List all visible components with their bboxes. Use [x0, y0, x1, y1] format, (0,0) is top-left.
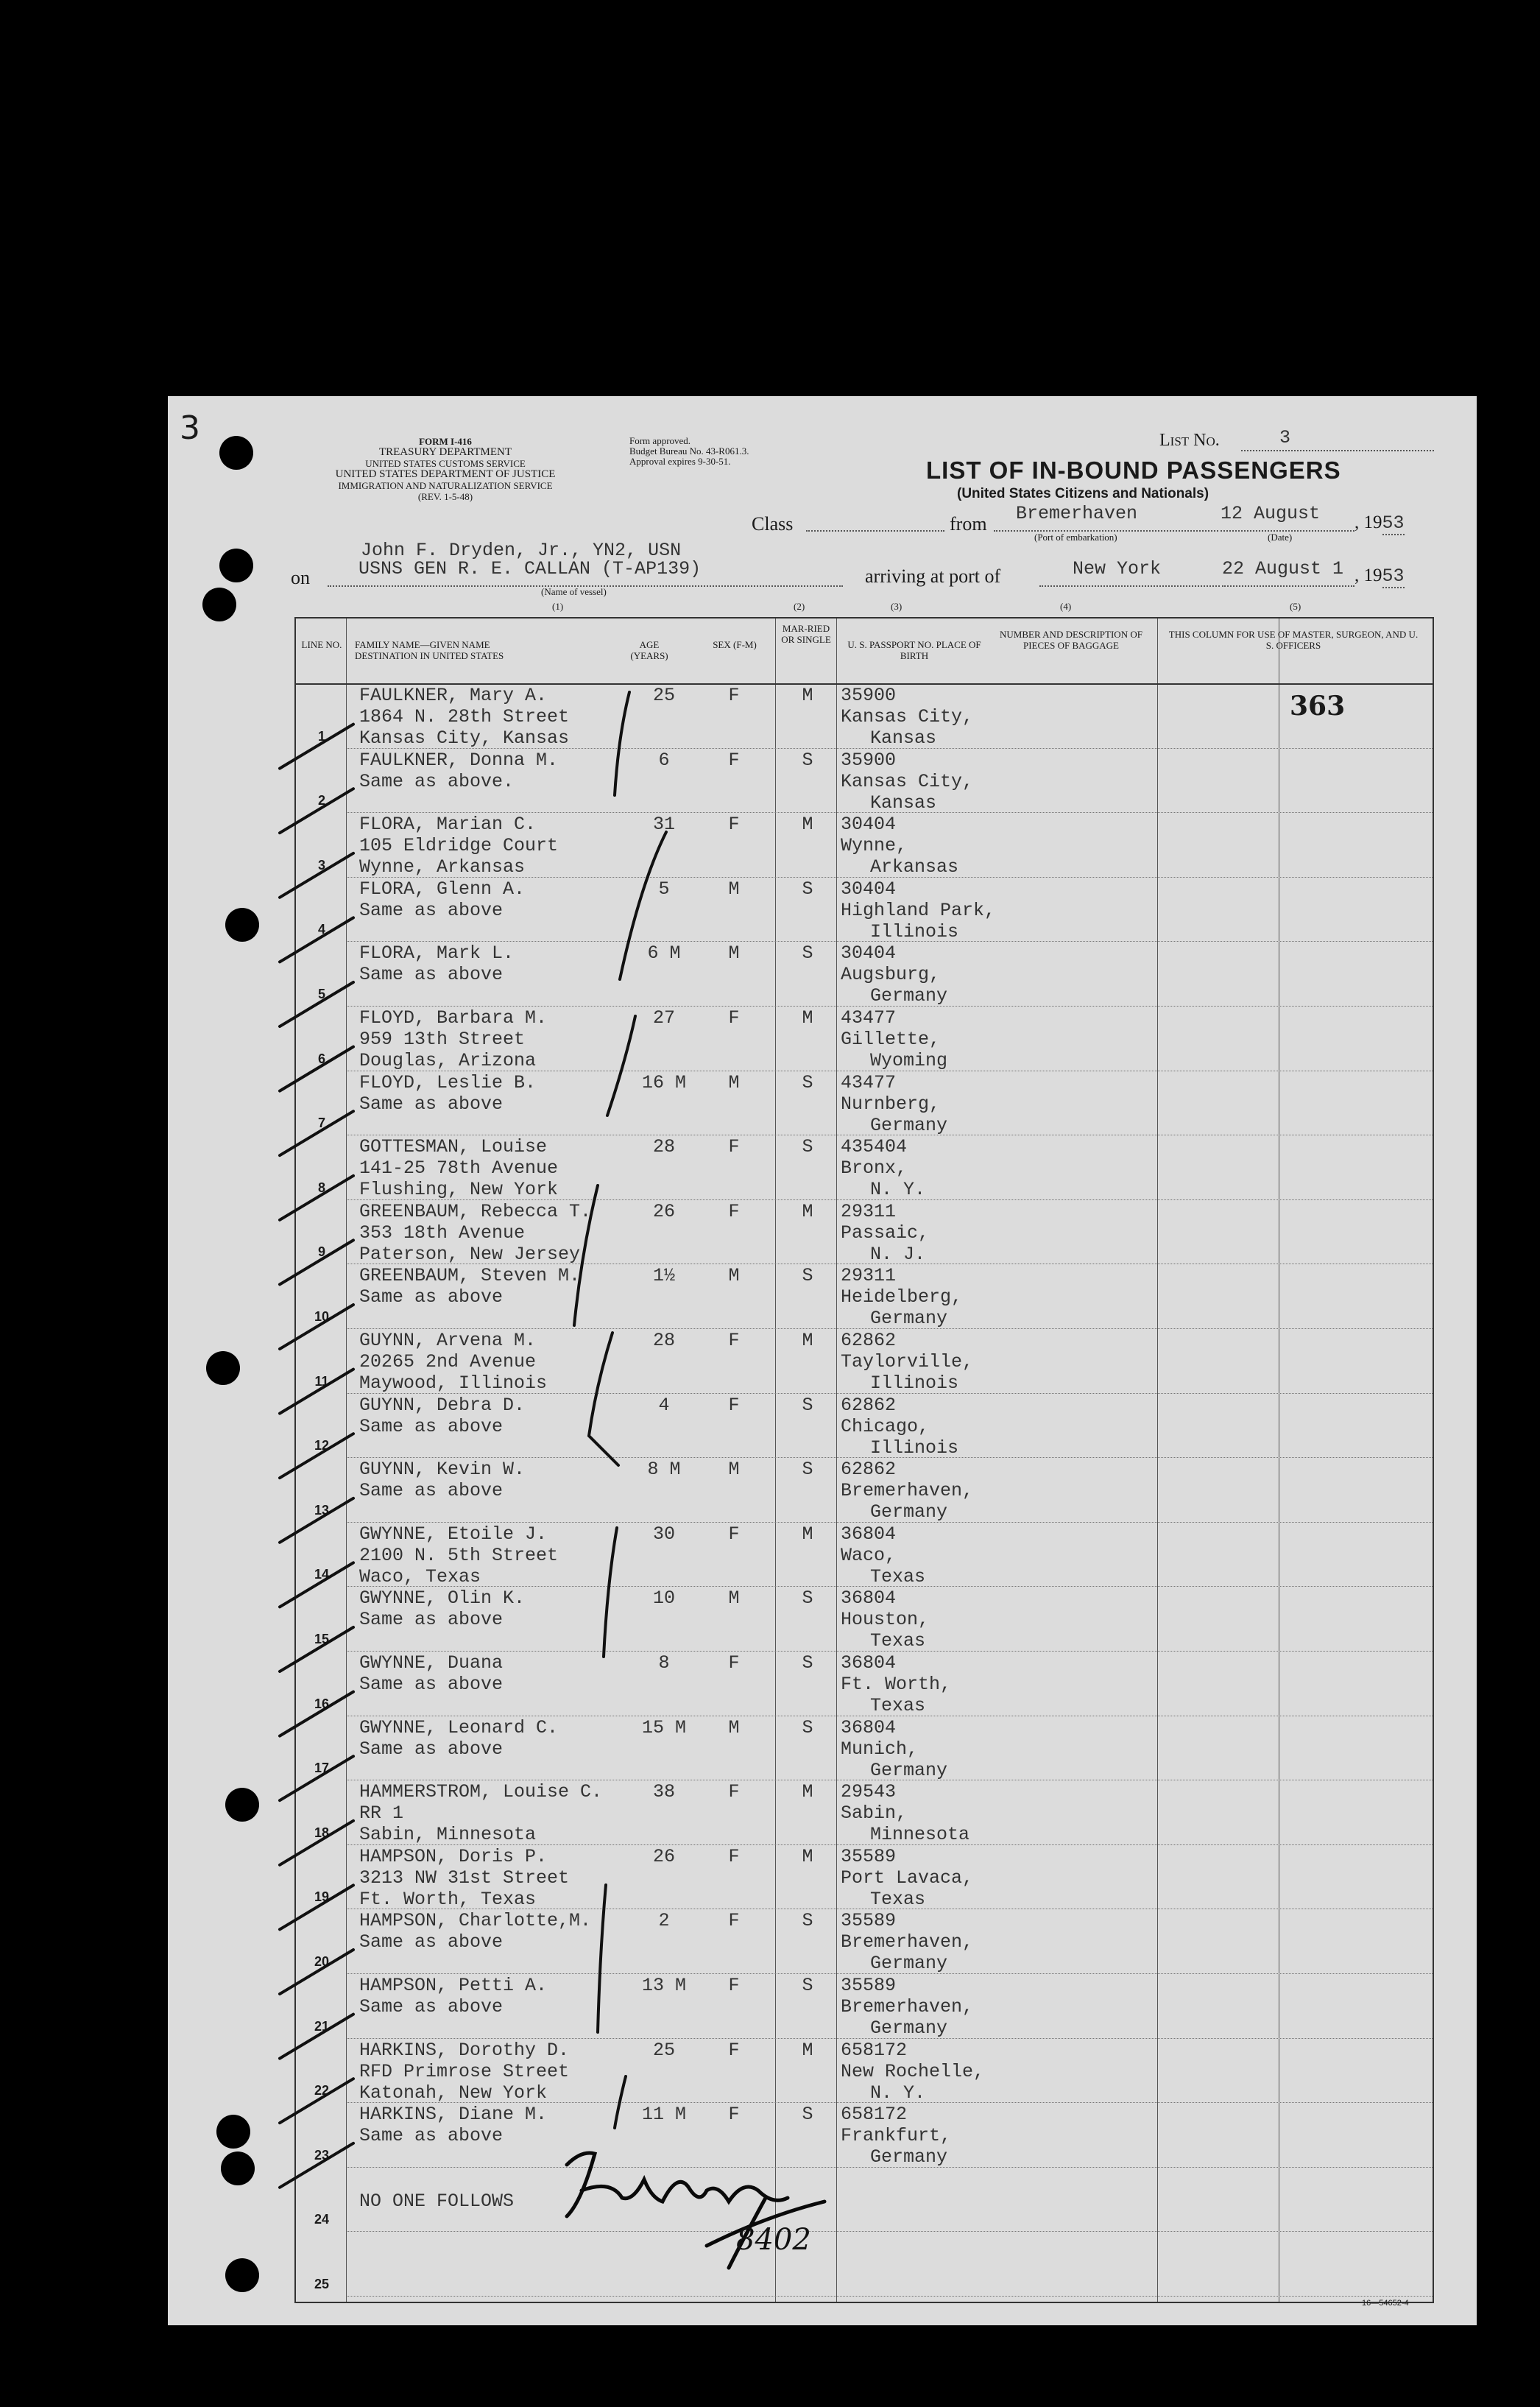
passenger-marital-status: S [802, 1975, 813, 1996]
passenger-address: Same as above. [359, 770, 515, 792]
line-number: 9 [317, 1244, 325, 1260]
passenger-age: 4 [658, 1394, 670, 1416]
col-number: (2) [794, 601, 805, 612]
tally-check-mark [280, 982, 353, 1026]
passenger-address: Same as above [359, 1609, 504, 1631]
passenger-address: Katonah, New York [359, 2082, 548, 2104]
line-number: 22 [314, 2083, 330, 2098]
place-of-birth: Chicago, [841, 1415, 930, 1437]
passenger-age: 8 [658, 1652, 670, 1674]
place-of-birth: Frankfurt, [841, 2125, 952, 2147]
passenger-address: 2100 N. 5th Street [359, 1544, 559, 1566]
passenger-address: 353 18th Avenue [359, 1222, 526, 1244]
passport-number: 35589 [841, 1845, 897, 1867]
line-number: 6 [317, 1051, 325, 1066]
passport-number: 30404 [841, 878, 897, 900]
passenger-age: 5 [658, 878, 670, 900]
line-number: 10 [314, 1309, 330, 1324]
vessel-name: USNS GEN R. E. CALLAN (T-AP139) [358, 558, 702, 579]
place-of-birth: Port Lavaca, [841, 1867, 974, 1889]
tally-check-mark [280, 1240, 353, 1284]
passenger-marital-status: S [802, 878, 813, 900]
col-number: (4) [1060, 601, 1072, 612]
place-of-birth: Arkansas [870, 856, 959, 878]
check-marks [280, 725, 353, 2188]
list-no-value: 3 [1279, 427, 1291, 448]
line-number: 21 [314, 2018, 330, 2034]
passenger-age: 28 [652, 1136, 675, 1158]
passenger-sex: F [728, 2039, 740, 2061]
place-of-birth: Ft. Worth, [841, 1674, 952, 1695]
place-of-birth: Sabin, [841, 1802, 908, 1825]
passenger-address: Wynne, Arkansas [359, 856, 526, 878]
passenger-marital-status: S [802, 2104, 813, 2126]
passenger-sex: M [728, 1071, 740, 1093]
place-of-birth: Wyoming [870, 1050, 948, 1071]
passenger-age: 26 [652, 1200, 675, 1222]
passenger-sex: F [728, 1845, 740, 1867]
col-number: (5) [1290, 601, 1301, 612]
passport-number: 36804 [841, 1587, 897, 1610]
passport-number: 36804 [841, 1523, 897, 1545]
passenger-name: GWYNNE, Etoile J. [359, 1523, 548, 1545]
date-arrival-from: 12 August [1221, 503, 1321, 524]
place-of-birth: Texas [870, 1565, 926, 1587]
tally-check-mark [280, 1370, 353, 1414]
passenger-marital-status: M [802, 1007, 813, 1029]
line-number: 12 [314, 1438, 330, 1453]
arrival-date: 22 August 1 [1222, 558, 1344, 579]
passenger-name: FLORA, Glenn A. [359, 878, 526, 900]
immigration-service: IMMIGRATION AND NATURALIZATION SERVICE [338, 480, 553, 491]
header-line-no: LINE NO. [301, 639, 342, 650]
passport-number: 35900 [841, 749, 897, 771]
passenger-address: Kansas City, Kansas [359, 727, 570, 749]
passenger-sex: F [728, 1007, 740, 1029]
header-age: AGE (YEARS) [630, 639, 668, 661]
tally-check-mark [280, 2079, 353, 2123]
passport-number: 43477 [841, 1007, 897, 1029]
place-of-birth: Germany [870, 1114, 948, 1136]
passenger-age: 1½ [652, 1265, 675, 1287]
passenger-name: FLORA, Marian C. [359, 814, 537, 836]
page-title: LIST OF IN-BOUND PASSENGERS [926, 457, 1341, 484]
passenger-age: 31 [652, 814, 675, 836]
passenger-address: Same as above [359, 1286, 504, 1308]
place-of-birth: Texas [870, 1888, 926, 1910]
passenger-address: RFD Primrose Street [359, 2060, 570, 2082]
place-of-birth: Germany [870, 2146, 948, 2168]
passenger-age: 8 M [647, 1459, 681, 1481]
port-embarkation-caption: (Port of embarkation) [1034, 532, 1117, 543]
passport-number: 62862 [841, 1459, 897, 1481]
year-value: 53 [1382, 565, 1405, 587]
passenger-address: Same as above [359, 1674, 504, 1695]
passenger-address: Douglas, Arizona [359, 1050, 537, 1071]
tally-check-mark [280, 1111, 353, 1155]
passport-number: 36804 [841, 1716, 897, 1738]
line-number: 23 [314, 2147, 330, 2163]
passenger-name: HAMMERSTROM, Louise C. [359, 1781, 603, 1803]
place-of-birth: Kansas City, [841, 706, 974, 727]
passenger-address: RR 1 [359, 1802, 404, 1825]
passenger-sex: F [728, 1781, 740, 1803]
passenger-address: Paterson, New Jersey [359, 1243, 581, 1265]
tally-check-mark [280, 2015, 353, 2059]
passenger-name: HARKINS, Dorothy D. [359, 2039, 570, 2061]
passenger-marital-status: S [802, 1394, 813, 1416]
passenger-sex: M [728, 1459, 740, 1481]
passenger-sex: M [728, 942, 740, 965]
passenger-name: GUYNN, Kevin W. [359, 1459, 526, 1481]
passenger-sex: F [728, 1975, 740, 1996]
treasury-dept: TREASURY DEPARTMENT [378, 446, 512, 458]
page-subtitle: (United States Citizens and Nationals) [957, 486, 1209, 501]
line-number: 11 [314, 1373, 329, 1389]
no-one-follows: NO ONE FOLLOWS [359, 2191, 515, 2212]
place-of-birth: Illinois [870, 1372, 959, 1394]
approval-line: Approval expires 9-30-51. [629, 456, 731, 467]
tally-check-mark [280, 1434, 353, 1478]
passenger-sex: F [728, 1523, 740, 1545]
passenger-age: 13 M [641, 1975, 686, 1996]
from-label: from [950, 513, 987, 535]
passenger-address: Same as above [359, 899, 504, 921]
line-number: 18 [314, 1825, 330, 1840]
tally-check-mark [280, 1821, 353, 1865]
line-number: 15 [314, 1632, 330, 1646]
place-of-birth: Bremerhaven, [841, 1996, 974, 2017]
tally-check-mark [280, 1885, 353, 1929]
passenger-marital-status: M [802, 1330, 813, 1351]
corner-mark: 3 [180, 409, 200, 447]
place-of-birth: Bronx, [841, 1157, 908, 1180]
passport-number: 62862 [841, 1330, 897, 1351]
place-of-birth: Waco, [841, 1544, 897, 1566]
passport-number: 29543 [841, 1781, 897, 1803]
passenger-address: 20265 2nd Avenue [359, 1351, 537, 1372]
passenger-age: 25 [652, 685, 675, 706]
passenger-name: GREENBAUM, Rebecca T. [359, 1200, 592, 1222]
line-number: 16 [314, 1696, 330, 1711]
passenger-address: Maywood, Illinois [359, 1372, 548, 1394]
arrival-port: New York [1073, 558, 1162, 579]
line-number: 19 [314, 1889, 330, 1905]
header-name: FAMILY NAME—GIVEN NAME DESTINATION IN UNITED STATES [355, 639, 504, 661]
line-number: 25 [314, 2277, 330, 2291]
passenger-age: 28 [652, 1330, 675, 1351]
line-number: 5 [317, 987, 325, 1001]
passenger-name: FLORA, Mark L. [359, 942, 515, 965]
passenger-marital-status: S [802, 1459, 813, 1481]
col-number: (3) [891, 601, 903, 612]
tally-check-mark [280, 1047, 353, 1091]
passenger-address: Same as above [359, 1996, 504, 2017]
passenger-name: GWYNNE, Olin K. [359, 1587, 526, 1610]
passenger-age: 26 [652, 1845, 675, 1867]
passenger-address: Same as above [359, 1738, 504, 1760]
year-value: 53 [1382, 512, 1405, 534]
passenger-sex: M [728, 1265, 740, 1287]
passenger-sex: M [728, 1587, 740, 1610]
port-embarkation: Bremerhaven [1016, 503, 1138, 524]
place-of-birth: Germany [870, 985, 948, 1007]
place-of-birth: Bremerhaven, [841, 1480, 974, 1502]
place-of-birth: Heidelberg, [841, 1286, 963, 1308]
vessel-caption: (Name of vessel) [541, 586, 607, 597]
passenger-address: Same as above [359, 1093, 504, 1115]
passenger-marital-status: S [802, 1716, 813, 1738]
passenger-address: Same as above [359, 1480, 504, 1502]
col-number: (1) [552, 601, 564, 612]
passenger-age: 25 [652, 2039, 675, 2061]
passenger-age: 16 M [641, 1071, 686, 1093]
passenger-name: GOTTESMAN, Louise [359, 1136, 548, 1158]
passenger-marital-status: M [802, 814, 813, 836]
passenger-marital-status: S [802, 1071, 813, 1093]
passenger-marital-status: S [802, 1136, 813, 1158]
passenger-address: Ft. Worth, Texas [359, 1888, 537, 1910]
line-number: 14 [314, 1567, 330, 1582]
passenger-marital-status: M [802, 1845, 813, 1867]
place-of-birth: Augsburg, [841, 964, 941, 986]
tally-check-mark [280, 789, 353, 833]
passenger-marital-status: S [802, 942, 813, 965]
bracket-marks [574, 692, 666, 2128]
passenger-name: GWYNNE, Leonard C. [359, 1716, 559, 1738]
tally-check-mark [280, 917, 353, 962]
passenger-age: 15 M [641, 1716, 686, 1738]
passport-number: 43477 [841, 1071, 897, 1093]
revision: (REV. 1-5-48) [417, 491, 473, 502]
passenger-address: Sabin, Minnesota [359, 1824, 537, 1846]
tally-check-mark [280, 1562, 353, 1607]
passport-number: 435404 [841, 1136, 908, 1158]
class-label: Class [752, 513, 794, 535]
arriving-label: arriving at port of [865, 565, 1001, 587]
year-prefix: , 19 [1354, 565, 1382, 585]
tally-check-mark [280, 1950, 353, 1994]
place-of-birth: Illinois [870, 1437, 959, 1459]
passenger-address: Same as above [359, 2125, 504, 2147]
list-no-label: List No. [1159, 431, 1220, 450]
place-of-birth: Highland Park, [841, 899, 996, 921]
passport-number: 30404 [841, 942, 897, 965]
year-prefix: , 19 [1354, 512, 1382, 532]
line-number: 3 [317, 857, 325, 873]
place-of-birth: Germany [870, 2017, 948, 2039]
passenger-sex: F [728, 1136, 740, 1158]
line-number: 24 [314, 2212, 330, 2227]
passenger-sex: F [728, 1200, 740, 1222]
passport-number: 30404 [841, 814, 897, 836]
place-of-birth: Wynne, [841, 835, 908, 857]
passenger-address: 3213 NW 31st Street [359, 1867, 570, 1889]
passenger-name: HARKINS, Diane M. [359, 2104, 548, 2126]
place-of-birth: N. Y. [870, 2082, 926, 2104]
passport-number: 35589 [841, 1910, 897, 1932]
place-of-birth: N. J. [870, 1243, 926, 1265]
place-of-birth: Texas [870, 1695, 926, 1716]
passenger-name: GUYNN, Arvena M. [359, 1330, 537, 1351]
place-of-birth: Illinois [870, 920, 959, 942]
passport-number: 29311 [841, 1265, 897, 1287]
tally-check-mark [280, 1176, 353, 1220]
header-sex: SEX (F-M) [713, 639, 757, 650]
passenger-marital-status: S [802, 749, 813, 771]
tally-check-mark [280, 2143, 353, 2188]
passenger-sex: M [728, 878, 740, 900]
tally-check-mark [280, 1692, 353, 1736]
passenger-sex: F [728, 814, 740, 836]
tally-check-mark [280, 1498, 353, 1543]
officer-signature-line: John F. Dryden, Jr., YN2, USN [361, 540, 682, 561]
passenger-address: Same as above [359, 964, 504, 986]
passenger-name: GWYNNE, Duana [359, 1652, 504, 1674]
passport-number: 35900 [841, 685, 897, 706]
passenger-marital-status: M [802, 1781, 813, 1803]
line-number: 8 [317, 1180, 325, 1195]
place-of-birth: Germany [870, 1308, 948, 1330]
passenger-address: 105 Eldridge Court [359, 835, 559, 857]
passenger-age: 6 M [647, 942, 681, 965]
passenger-address: 959 13th Street [359, 1029, 526, 1050]
place-of-birth: N. Y. [870, 1179, 926, 1201]
passenger-name: FLOYD, Leslie B. [359, 1071, 537, 1093]
form-number: FORM I-416 [419, 436, 472, 447]
passenger-marital-status: M [802, 1200, 813, 1222]
passenger-name: FAULKNER, Donna M. [359, 749, 559, 771]
passenger-marital-status: S [802, 1910, 813, 1932]
passenger-marital-status: M [802, 1523, 813, 1545]
tally-check-mark [280, 725, 353, 769]
passenger-age: 10 [652, 1587, 675, 1610]
line-number: 1 [317, 728, 325, 744]
passenger-sex: F [728, 1910, 740, 1932]
passenger-sex: M [728, 1716, 740, 1738]
line-number: 17 [314, 1761, 330, 1776]
place-of-birth: Germany [870, 1953, 948, 1975]
passenger-marital-status: M [802, 2039, 813, 2061]
line-number: 7 [317, 1116, 325, 1131]
date-caption: (Date) [1268, 532, 1293, 543]
place-of-birth: Kansas [870, 727, 937, 749]
place-of-birth: Texas [870, 1630, 926, 1652]
place-of-birth: Germany [870, 1759, 948, 1781]
passport-number: 658172 [841, 2104, 908, 2126]
passport-number: 35589 [841, 1975, 897, 1996]
passenger-age: 2 [658, 1910, 670, 1932]
line-number: 13 [314, 1502, 330, 1518]
passenger-address: Same as above [359, 1415, 504, 1437]
place-of-birth: New Rochelle, [841, 2060, 985, 2082]
passenger-name: HAMPSON, Charlotte,M. [359, 1910, 592, 1932]
official-stamp-number: 363 [1290, 691, 1346, 722]
place-of-birth: Kansas City, [841, 770, 974, 792]
place-of-birth: Munich, [841, 1738, 919, 1760]
passport-number: 29311 [841, 1200, 897, 1222]
passenger-marital-status: S [802, 1652, 813, 1674]
passenger-sex: F [728, 685, 740, 706]
place-of-birth: Houston, [841, 1609, 930, 1631]
header-passport: U. S. PASSPORT NO. PLACE OF BIRTH [847, 639, 981, 661]
passenger-age: 11 M [641, 2104, 686, 2126]
justice-dept: UNITED STATES DEPARTMENT OF JUSTICE [335, 468, 556, 480]
header-married: MAR-RIED OR SINGLE [781, 623, 831, 645]
tally-check-mark [280, 1305, 353, 1349]
passenger-address: Same as above [359, 1931, 504, 1953]
passport-number: 36804 [841, 1652, 897, 1674]
passenger-address: Flushing, New York [359, 1179, 559, 1201]
tally-check-mark [280, 1756, 353, 1800]
passenger-marital-status: M [802, 685, 813, 706]
on-label: on [291, 567, 310, 588]
tally-check-mark [280, 853, 353, 898]
approval-line: Form approved. [629, 435, 691, 446]
handwritten-note: 8402 [736, 2223, 811, 2257]
passenger-address: Waco, Texas [359, 1565, 481, 1587]
passenger-address: 141-25 78th Avenue [359, 1157, 559, 1180]
passenger-name: FLOYD, Barbara M. [359, 1007, 548, 1029]
passenger-age: 27 [652, 1007, 675, 1029]
place-of-birth: Bremerhaven, [841, 1931, 974, 1953]
passenger-sex: F [728, 1330, 740, 1351]
header-baggage: NUMBER AND DESCRIPTION OF PIECES OF BAGGAGE [1000, 629, 1142, 651]
passenger-sex: F [728, 749, 740, 771]
place-of-birth: Minnesota [870, 1824, 970, 1846]
passenger-age: 30 [652, 1523, 675, 1545]
passenger-name: FAULKNER, Mary A. [359, 685, 548, 706]
place-of-birth: Nurnberg, [841, 1093, 941, 1115]
line-number: 4 [317, 922, 325, 937]
customs-service: UNITED STATES CUSTOMS SERVICE [365, 458, 526, 469]
print-code: 16—54652-4 [1362, 2299, 1409, 2308]
header-officers: THIS COLUMN FOR USE OF MASTER, SURGEON, AND U. S. OFFICERS [1168, 629, 1419, 651]
place-of-birth: Passaic, [841, 1222, 930, 1244]
passenger-age: 6 [658, 749, 670, 771]
passenger-marital-status: S [802, 1265, 813, 1287]
passenger-name: GUYNN, Debra D. [359, 1394, 526, 1416]
passenger-name: HAMPSON, Doris P. [359, 1845, 548, 1867]
place-of-birth: Kansas [870, 792, 937, 814]
place-of-birth: Gillette, [841, 1029, 941, 1050]
passenger-name: GREENBAUM, Steven M. [359, 1265, 581, 1287]
place-of-birth: Taylorville, [841, 1351, 974, 1372]
passenger-age: 38 [652, 1781, 675, 1803]
tally-check-mark [280, 1627, 353, 1671]
approval-line: Budget Bureau No. 43-R061.3. [629, 445, 749, 457]
place-of-birth: Germany [870, 1501, 948, 1523]
passenger-address: 1864 N. 28th Street [359, 706, 570, 727]
passenger-sex: F [728, 2104, 740, 2126]
line-number: 20 [314, 1954, 330, 1969]
line-number: 2 [317, 793, 325, 808]
passport-number: 658172 [841, 2039, 908, 2061]
passenger-marital-status: S [802, 1587, 813, 1610]
passenger-name: HAMPSON, Petti A. [359, 1975, 548, 1996]
passport-number: 62862 [841, 1394, 897, 1416]
passenger-sex: F [728, 1394, 740, 1416]
passenger-sex: F [728, 1652, 740, 1674]
